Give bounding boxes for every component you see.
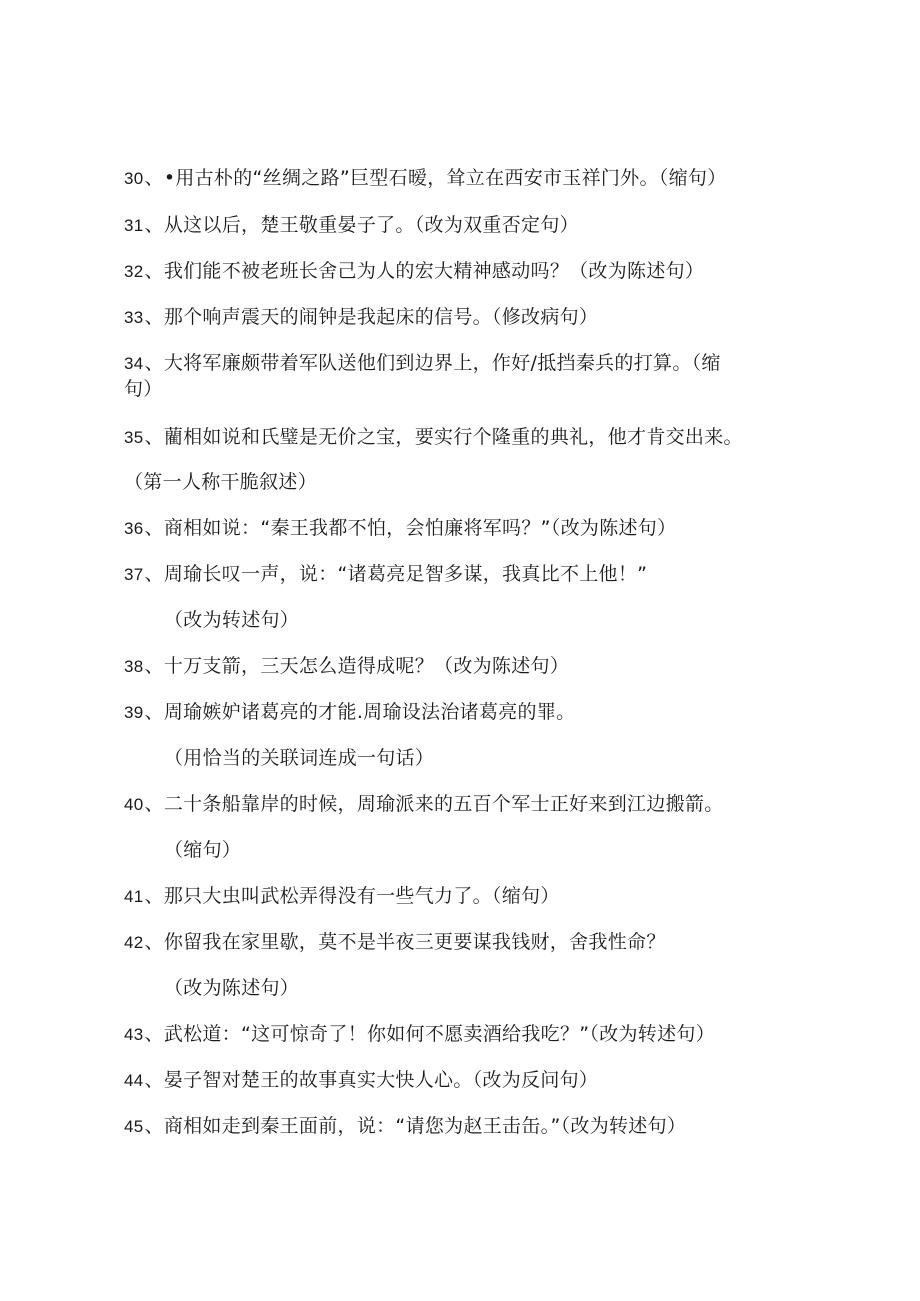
exercise-35-continuation: （第一人称干脆叙述） xyxy=(124,471,318,493)
exercise-40-instruction: （缩句） xyxy=(164,839,242,861)
exercise-39 xyxy=(124,699,575,726)
exercise-39-instruction: （用恰当的关联词连成一句话） xyxy=(164,747,435,769)
exercise-text: 、那个响声震天的闹钟是我起床的信号。（修改病句） xyxy=(144,306,599,328)
exercise-38 xyxy=(124,653,569,680)
exercise-number: 40 xyxy=(124,795,144,814)
exercise-number: 30 xyxy=(124,169,144,188)
exercise-number: 34 xyxy=(124,354,144,373)
exercise-text: 、藺相如说和氏璧是无价之宝，要实行个隆重的典礼，他才肯交出来。 xyxy=(144,426,743,448)
exercise-41 xyxy=(124,883,560,910)
exercise-31 xyxy=(124,212,579,239)
exercise-44 xyxy=(124,1067,598,1094)
exercise-number: 36 xyxy=(124,519,144,538)
exercise-37-instruction: （改为转述句） xyxy=(164,609,300,631)
exercise-43 xyxy=(124,1021,715,1048)
exercise-34 xyxy=(124,350,721,377)
exercise-number: 45 xyxy=(124,1117,144,1136)
exercise-number: 44 xyxy=(124,1071,144,1090)
exercise-text: 、你留我在家里歇，莫不是半夜三更要谋我钱财，舍我性命？ xyxy=(144,931,666,953)
exercise-number: 43 xyxy=(124,1025,144,1044)
exercise-32 xyxy=(124,258,704,285)
exercise-text: 、十万支箭，三天怎么造得成呢？（改为陈述句） xyxy=(144,655,570,677)
exercise-text: 、商相如走到秦王面前，说：“请您为赵王击缶。”（改为转述句） xyxy=(144,1115,687,1137)
exercise-number: 42 xyxy=(124,933,144,952)
exercise-34-continuation: 句） xyxy=(124,378,163,400)
exercise-42-instruction: （改为陈述句） xyxy=(164,977,300,999)
exercise-text: 、•用古朴的“丝绸之路”巨型石暧，耸立在西安市玉祥门外。（缩句） xyxy=(144,167,727,189)
exercise-number: 41 xyxy=(124,887,144,906)
exercise-42 xyxy=(124,929,666,956)
exercise-text: 、我们能不被老班长舍己为人的宏大精神感动吗？（改为陈述句） xyxy=(144,260,705,282)
exercise-text: 、晏子智对楚王的故事真实大快人心。（改为反问句） xyxy=(144,1069,599,1091)
exercise-35 xyxy=(124,424,743,451)
exercise-number: 35 xyxy=(124,428,144,447)
exercise-45 xyxy=(124,1113,686,1140)
exercise-number: 31 xyxy=(124,216,144,235)
exercise-text: 、武松道：“这可惊奇了！你如何不愿卖酒给我吃？”（改为转述句） xyxy=(144,1023,716,1045)
exercise-number: 39 xyxy=(124,703,144,722)
exercise-text: 、周瑜长叹一声，说：“诸葛亮足智多谋，我真比不上他！” xyxy=(144,563,648,585)
exercise-30 xyxy=(124,165,727,192)
exercise-37 xyxy=(124,561,647,588)
exercise-number: 33 xyxy=(124,308,144,327)
exercise-text: 、大将军廉颇带着军队送他们到边界上，作好/抵挡秦兵的打算。（缩 xyxy=(144,352,721,374)
exercise-number: 37 xyxy=(124,565,144,584)
exercise-text: 、商相如说：“秦王我都不怕，会怕廉将军吗？”（改为陈述句） xyxy=(144,517,677,539)
exercise-text: 、那只大虫叫武松弄得没有一些气力了。（缩句） xyxy=(144,885,560,907)
exercise-33 xyxy=(124,304,598,331)
exercise-36 xyxy=(124,515,676,542)
exercise-text: 、从这以后，楚王敬重晏子了。（改为双重否定句） xyxy=(144,214,579,236)
exercise-text: 、二十条船靠岸的时候，周瑜派来的五百个军士正好来到江边搬箭。 xyxy=(144,793,724,815)
exercise-number: 38 xyxy=(124,657,144,676)
exercise-40 xyxy=(124,791,724,818)
exercise-number: 32 xyxy=(124,262,144,281)
exercise-text: 、周瑜嫉妒诸葛亮的才能.周瑜设法治诸葛亮的罪。 xyxy=(144,701,576,723)
